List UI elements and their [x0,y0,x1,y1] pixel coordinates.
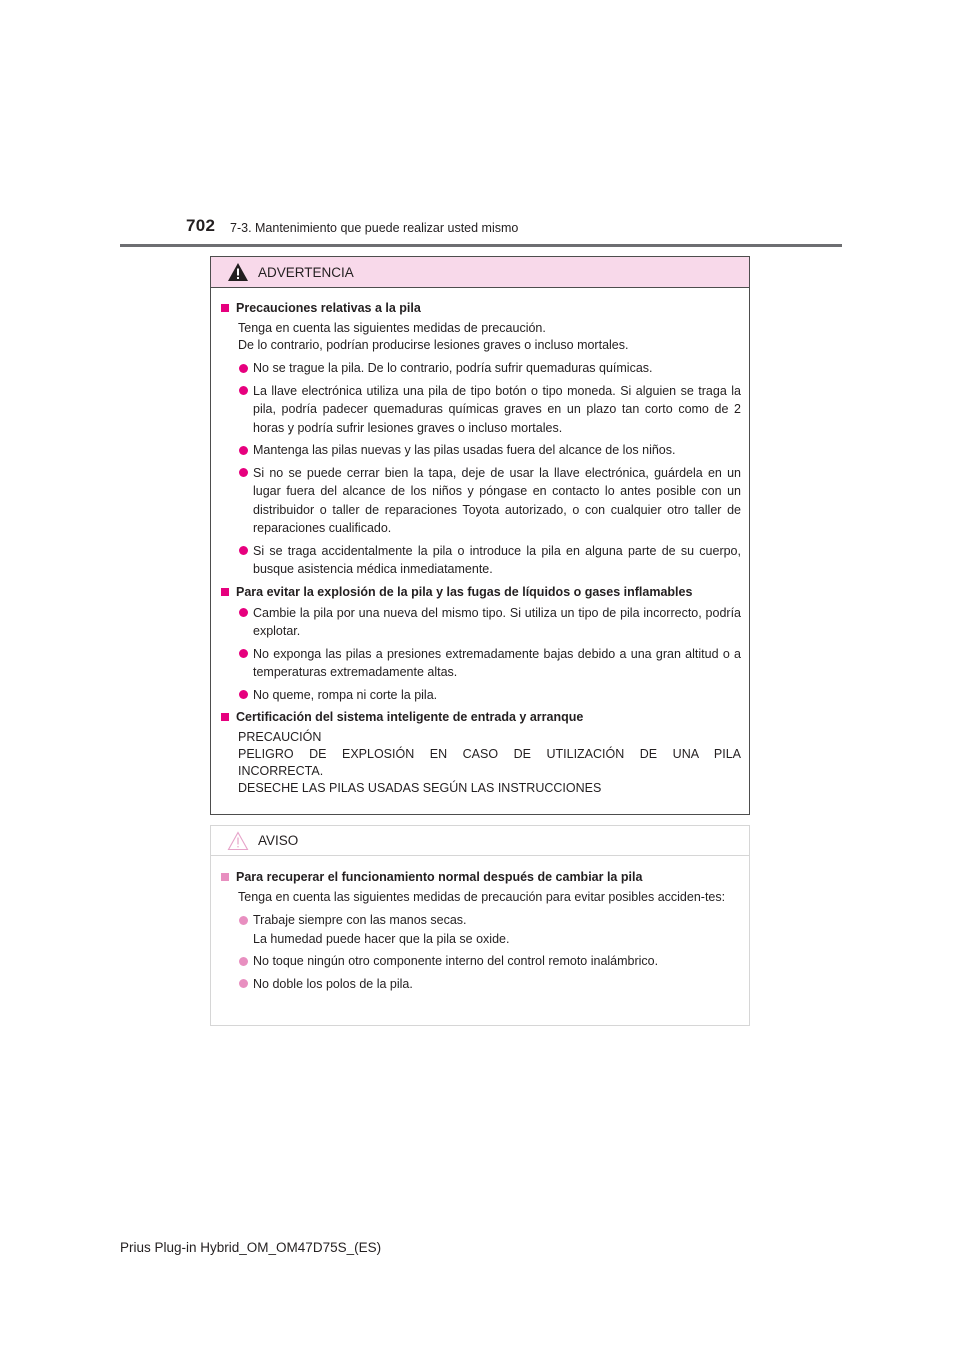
circle-bullet-icon [239,608,248,617]
circle-bullet-icon [239,386,248,395]
circle-bullet-icon [239,979,248,988]
circle-bullet-icon [239,649,248,658]
list-item: No se trague la pila. De lo contrario, podría sufrir quemaduras químicas. [238,359,741,378]
section-heading: Para evitar la explosión de la pila y las fugas de líquidos o gases inflamables [219,583,741,601]
section-title: 7-3. Mantenimiento que puede realizar usted mismo [230,221,519,235]
notice-header [211,826,749,856]
notice-box [210,825,750,1026]
certification-text: PRECAUCIÓN PELIGRO DE EXPLOSIÓN EN CASO DE UTILIZACIÓN DE UNA PILA INCORRECTA. DESECHE LAS PILAS USADAS SEGÚN LAS INSTRUCCIONES [238,730,741,795]
footer-document-id: Prius Plug-in Hybrid_OM_OM47D75S_(ES) [120,1240,382,1255]
list-item: No toque ningún otro componente interno del control remoto inalámbrico. [238,952,741,971]
square-bullet-icon [221,588,229,596]
warning-title: ADVERTENCIA [258,264,354,280]
circle-bullet-icon [239,957,248,966]
list-item: Mantenga las pilas nuevas y las pilas usadas fuera del alcance de los niños. [238,441,741,460]
circle-bullet-icon [239,916,248,925]
list-item: La llave electrónica utiliza una pila de tipo botón o tipo moneda. Si alguien se traga la pila, podría padecer quemaduras químicas graves en un plazo tan corto como de 2 horas y podría sufrir lesiones graves o incluso mortales. [238,382,741,438]
warning-header [211,257,749,288]
square-bullet-icon [221,713,229,721]
square-bullet-icon [221,304,229,312]
list-item: Si no se puede cerrar bien la tapa, deje de usar la llave electrónica, guárdela en un lugar fuera del alcance de los niños y póngase en contacto lo antes posible con un distribuidor o taller de reparaciones Toyota autorizado, o con cualquier otro taller de reparaciones cualificado. [238,464,741,538]
section-intro: Tenga en cuenta las siguientes medidas de precaución para evitar posibles acciden-tes: [238,890,726,904]
square-bullet-icon [221,873,229,881]
circle-bullet-icon [239,468,248,477]
circle-bullet-icon [239,364,248,373]
caution-triangle-icon [227,831,249,851]
notice-body [211,856,749,993]
circle-bullet-icon [239,446,248,455]
notice-title: AVISO [258,833,299,848]
warning-box [210,256,750,815]
list-item: No doble los polos de la pila. [238,975,741,994]
header-rule [120,244,842,247]
list-item: No exponga las pilas a presiones extremadamente bajas debido a una gran altitud o a temperaturas extremadamente altas. [238,645,741,682]
circle-bullet-icon [239,690,248,699]
list-item: Cambie la pila por una nueva del mismo tipo. Si utiliza un tipo de pila incorrecto, podría explotar. [238,604,741,641]
section-heading: Precauciones relativas a la pila [219,299,741,317]
section-heading: Para recuperar el funcionamiento normal después de cambiar la pila [219,868,741,886]
section-heading: Certificación del sistema inteligente de entrada y arranque [219,708,741,726]
page-number: 702 [186,216,216,235]
list-item: Trabaje siempre con las manos secas. La humedad puede hacer que la pila se oxide. [238,911,741,948]
circle-bullet-icon [239,546,248,555]
list-item: Si se traga accidentalmente la pila o introduce la pila en alguna parte de su cuerpo, busque asistencia médica inmediatamente. [238,542,741,579]
list-item: No queme, rompa ni corte la pila. [238,686,741,705]
warning-body [211,288,749,797]
warning-triangle-icon [227,262,249,282]
section-intro: Tenga en cuenta las siguientes medidas de precaución. De lo contrario, podrían producirse lesiones graves o incluso mortales. [238,321,629,352]
